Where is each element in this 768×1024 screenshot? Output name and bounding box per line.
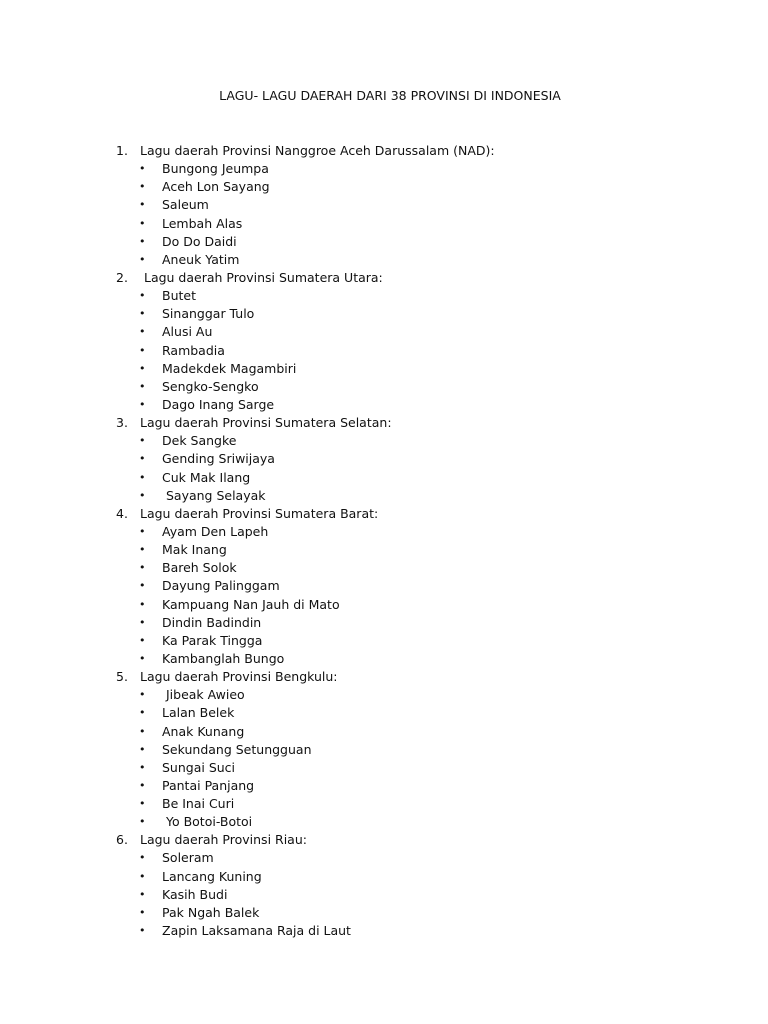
section-heading <box>0 668 768 686</box>
section-heading <box>0 269 768 287</box>
song-list-item <box>0 596 768 614</box>
section-heading <box>0 505 768 523</box>
section-number: 3. <box>116 415 128 431</box>
bullet-icon: • <box>139 216 146 230</box>
bullet-icon: • <box>139 706 146 720</box>
bullet-icon: • <box>139 488 146 502</box>
bullet-icon: • <box>139 307 146 321</box>
song-title: Bungong Jeumpa <box>162 161 269 177</box>
song-list-item <box>0 686 768 704</box>
bullet-icon: • <box>139 361 146 375</box>
bullet-icon: • <box>139 797 146 811</box>
song-list-item <box>0 577 768 595</box>
song-list-item <box>0 469 768 487</box>
song-title: Do Do Daidi <box>162 233 237 249</box>
song-list-item <box>0 632 768 650</box>
song-title: Pak Ngah Balek <box>162 904 260 920</box>
song-list-item <box>0 251 768 269</box>
section-heading <box>0 831 768 849</box>
bullet-icon: • <box>139 633 146 647</box>
bullet-icon: • <box>139 905 146 919</box>
song-list-item <box>0 378 768 396</box>
bullet-icon: • <box>139 597 146 611</box>
song-title: Jibeak Awieo <box>162 687 245 703</box>
song-list-item <box>0 541 768 559</box>
song-list-item <box>0 287 768 305</box>
song-list-item <box>0 614 768 632</box>
bullet-icon: • <box>139 887 146 901</box>
bullet-icon: • <box>139 760 146 774</box>
song-list-item <box>0 487 768 505</box>
bullet-icon: • <box>139 379 146 393</box>
song-title: Dayung Palinggam <box>162 578 280 594</box>
bullet-icon: • <box>139 851 146 865</box>
bullet-icon: • <box>139 869 146 883</box>
song-list-item <box>0 305 768 323</box>
section-heading-text: Lagu daerah Provinsi Sumatera Utara: <box>140 269 383 285</box>
song-list-item <box>0 160 768 178</box>
bullet-icon: • <box>139 162 146 176</box>
song-title: Rambadia <box>162 342 225 358</box>
bullet-icon: • <box>139 524 146 538</box>
song-title: Sinanggar Tulo <box>162 306 255 322</box>
bullet-icon: • <box>139 452 146 466</box>
song-title: Ayam Den Lapeh <box>162 523 269 539</box>
song-title: Sungai Suci <box>162 759 236 775</box>
song-list-item <box>0 342 768 360</box>
song-list-item <box>0 523 768 541</box>
song-title: Lembah Alas <box>162 215 243 231</box>
bullet-icon: • <box>139 289 146 303</box>
bullet-icon: • <box>139 815 146 829</box>
song-title: Yo Botoi-Botoi <box>162 814 253 830</box>
song-list-item <box>0 196 768 214</box>
section-heading <box>0 414 768 432</box>
song-list-item <box>0 650 768 668</box>
song-title: Mak Inang <box>162 542 227 558</box>
song-title: Lalan Belek <box>162 705 235 721</box>
song-title: Dek Sangke <box>162 433 237 449</box>
song-title: Butet <box>162 288 196 304</box>
bullet-icon: • <box>139 252 146 266</box>
song-title: Kampuang Nan Jauh di Mato <box>162 596 340 612</box>
bullet-icon: • <box>139 651 146 665</box>
song-title: Aneuk Yatim <box>162 251 240 267</box>
bullet-icon: • <box>139 615 146 629</box>
song-list-item <box>0 759 768 777</box>
song-list-item <box>0 922 768 940</box>
song-list-item <box>0 904 768 922</box>
song-list-item <box>0 868 768 886</box>
song-list-item <box>0 886 768 904</box>
song-title: Be Inai Curi <box>162 796 235 812</box>
bullet-icon: • <box>139 543 146 557</box>
bullet-icon: • <box>139 924 146 938</box>
section-heading-text: Lagu daerah Provinsi Riau: <box>140 832 307 848</box>
song-list-item <box>0 233 768 251</box>
bullet-icon: • <box>139 724 146 738</box>
section-heading-text: Lagu daerah Provinsi Sumatera Selatan: <box>140 415 392 431</box>
bullet-icon: • <box>139 397 146 411</box>
section-number: 1. <box>116 143 128 158</box>
song-list-item <box>0 323 768 341</box>
song-list-item <box>0 723 768 741</box>
bullet-icon: • <box>139 434 146 448</box>
bullet-icon: • <box>139 470 146 484</box>
song-title: Madekdek Magambiri <box>162 360 297 376</box>
song-title: Gending Sriwijaya <box>162 451 275 467</box>
section-number: 6. <box>116 832 128 848</box>
song-list-item <box>0 777 768 795</box>
section-heading-text: Lagu daerah Provinsi Sumatera Barat: <box>140 505 379 521</box>
song-title: Lancang Kuning <box>162 868 262 884</box>
song-title: Aceh Lon Sayang <box>162 179 270 195</box>
song-title: Soleram <box>162 850 214 866</box>
song-list-item <box>0 215 768 233</box>
song-title: Ka Parak Tingga <box>162 632 263 648</box>
song-list-item <box>0 432 768 450</box>
bullet-icon: • <box>139 579 146 593</box>
document-title: LAGU- LAGU DAERAH DARI 38 PROVINSI DI INDONESIA <box>219 88 561 103</box>
song-title: Bareh Solok <box>162 560 237 576</box>
section-number: 2. <box>116 269 128 285</box>
song-list-item <box>0 360 768 378</box>
section-heading-text: Lagu daerah Provinsi Nanggroe Aceh Darussalam (NAD): <box>140 143 495 158</box>
song-title: Alusi Au <box>162 324 213 340</box>
section-heading-text: Lagu daerah Provinsi Bengkulu: <box>140 669 338 685</box>
song-title: Sengko-Sengko <box>162 378 259 394</box>
song-title: Sekundang Setungguan <box>162 741 312 757</box>
bullet-icon: • <box>139 742 146 756</box>
song-list-item <box>0 741 768 759</box>
song-title: Anak Kunang <box>162 723 245 739</box>
song-title: Kambanglah Bungo <box>162 650 285 666</box>
song-title: Saleum <box>162 197 209 213</box>
bullet-icon: • <box>139 234 146 248</box>
bullet-icon: • <box>139 343 146 357</box>
song-list-item <box>0 849 768 867</box>
song-list-item <box>0 795 768 813</box>
song-title: Zapin Laksamana Raja di Laut <box>162 923 351 939</box>
song-title: Cuk Mak Ilang <box>162 469 251 485</box>
bullet-icon: • <box>139 778 146 792</box>
song-list-item <box>0 813 768 831</box>
section-number: 5. <box>116 669 128 685</box>
song-title: Pantai Panjang <box>162 777 255 793</box>
bullet-icon: • <box>139 180 146 194</box>
bullet-icon: • <box>139 561 146 575</box>
song-list-item <box>0 704 768 722</box>
song-title: Sayang Selayak <box>162 487 266 503</box>
song-title: Dindin Badindin <box>162 614 262 630</box>
song-title: Kasih Budi <box>162 886 228 902</box>
bullet-icon: • <box>139 198 146 212</box>
section-number: 4. <box>116 505 128 521</box>
song-title: Dago Inang Sarge <box>162 396 275 412</box>
song-list-item <box>0 450 768 468</box>
song-sections-list <box>0 142 768 940</box>
bullet-icon: • <box>139 325 146 339</box>
bullet-icon: • <box>139 688 146 702</box>
song-list-item <box>0 559 768 577</box>
section-heading <box>0 142 768 160</box>
song-list-item <box>0 178 768 196</box>
song-list-item <box>0 396 768 414</box>
